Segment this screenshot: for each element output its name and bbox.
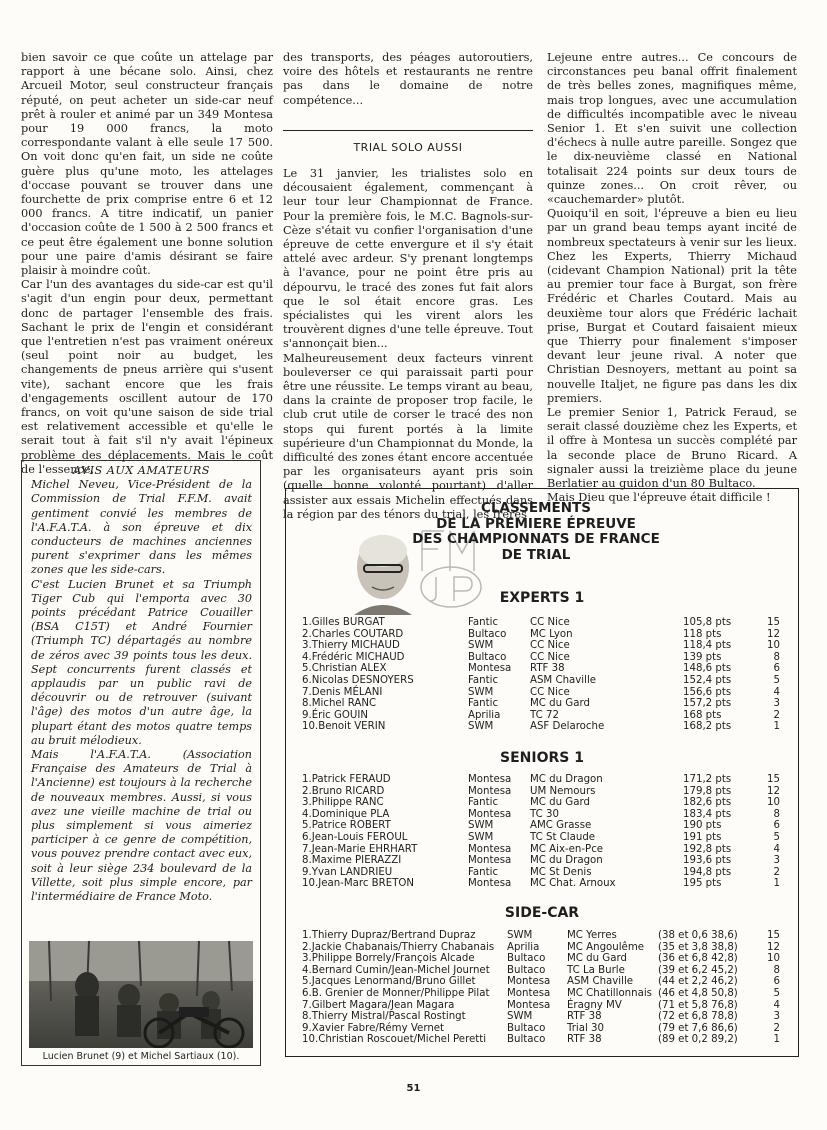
table-row (302, 855, 792, 867)
club-name: MC du Gard (530, 698, 590, 710)
points-value: 105,8 pts (683, 617, 732, 628)
championship-points: 3 (773, 1011, 780, 1023)
table-row (302, 1034, 792, 1046)
championship-points: 1 (773, 878, 780, 890)
table-row (302, 930, 792, 942)
points-value: (46 et 4,8 50,8) (658, 987, 738, 999)
club-name: ASF Delaroche (530, 721, 605, 733)
machine-brand: SWM (468, 721, 494, 733)
competitor-name: 7.Jean-Marie EHRHART (302, 843, 418, 855)
machine-brand: Fantic (468, 698, 499, 710)
sidebar-text (22, 461, 260, 904)
club-name: TC St Claude (530, 831, 596, 843)
championship-points: 8 (773, 651, 780, 663)
paragraph: bien savoir ce que coûte un attelage par rapport à une bécane solo. Ainsi, chez Arcueil Motor, seul constructeur français réputé, on peut acheter un side-car neuf prêt à rouler et animé par un 349 Montesa pour 19 000 francs, la moto correspondante valant à elle seule 17 500. On voit donc qu'en fait, un side ne coûte guère plus qu'une moto, les attelages d'occase pouvant se trouver dans une fourchette de prix comprise entre 6 et 12 000 francs. A titre indicatif, un panier d'occasion coûte de 1 500 à 2 500 francs et ce peut être également une bonne solution pour une paire d'amis désirant se faire plaisir à moindre coût. (21, 51, 273, 278)
points-value: 179,8 pts (683, 785, 732, 797)
championship-points: 3 (773, 698, 780, 710)
table-row (302, 844, 792, 856)
points-value: (79 et 7,6 86,6) (658, 1022, 738, 1034)
championship-points: 2 (773, 709, 780, 721)
championship-points: 4 (773, 843, 780, 855)
championship-points: 4 (773, 999, 780, 1011)
competitor-name: 10.Christian Roscouet/Michel Peretti (302, 1034, 487, 1046)
machine-brand: Bultaco (468, 628, 507, 640)
paragraph: des transports, des péages autoroutiers, voire des hôtels et restaurants ne rentre pas dans le domaine de notre compétence... (283, 51, 533, 107)
machine-brand: SWM (468, 640, 494, 652)
machine-brand: Montesa (507, 999, 551, 1011)
competitor-name: 6.Jean-Louis FEROUL (302, 831, 408, 843)
table-row (302, 774, 792, 786)
table-row (302, 1011, 792, 1023)
competitor-name: 9.Éric GOUIN (302, 709, 369, 721)
points-value: 192,8 pts (683, 843, 732, 855)
club-name: Éragny MV (567, 999, 622, 1011)
table-row (302, 797, 792, 809)
machine-brand: SWM (468, 831, 494, 843)
championship-points: 12 (767, 628, 780, 640)
championship-points: 15 (767, 774, 780, 785)
machine-brand: Montesa (468, 843, 512, 855)
club-name: MC Angoulême (567, 941, 645, 953)
photo-scene (29, 941, 253, 1048)
competitor-name: 10.Benoit VERIN (302, 721, 386, 733)
machine-brand: Montesa (468, 808, 512, 820)
photo-caption: Lucien Brunet (9) et Michel Sartiaux (10). (42, 1051, 240, 1062)
experts-heading: EXPERTS 1 (499, 590, 585, 606)
competitor-name: 8.Thierry Mistral/Pascal Rostingt (302, 1011, 466, 1023)
machine-brand: SWM (468, 820, 494, 832)
points-value: (36 et 6,8 42,8) (658, 953, 738, 965)
results-title-line: DES CHAMPIONNATS DE FRANCE (412, 531, 660, 547)
machine-brand: Montesa (468, 663, 512, 675)
table-row (302, 710, 792, 722)
club-name: MC Lyon (530, 628, 573, 640)
points-value: 148,6 pts (683, 663, 732, 675)
sidebar-title: AVIS AUX AMATEURS (73, 464, 210, 477)
table-row (302, 965, 792, 977)
results-box (285, 488, 799, 1057)
photo (29, 941, 253, 1048)
competitor-name: 7.Denis MÉLANI (302, 686, 383, 698)
seniors-heading: SENIORS 1 (500, 750, 584, 766)
championship-points: 5 (773, 831, 780, 843)
machine-brand: Fantic (468, 674, 499, 686)
club-name: RTF 38 (567, 1034, 602, 1046)
championship-points: 2 (773, 866, 780, 878)
club-name: UM Nemours (530, 785, 596, 797)
table-row (302, 1023, 792, 1035)
competitor-name: 9.Xavier Fabre/Rémy Vernet (302, 1022, 445, 1034)
results-title-line: DE LA PREMIERE ÉPREUVE (436, 515, 636, 532)
table-row (302, 698, 792, 710)
paragraph: Le 31 janvier, les trialistes solo en décousaient également, commençant à leur tour leur Championnat de France. Pour la première fois, le M.C. Bagnols-sur-Cèze s'était vu confier l'organisation d'une épreuve de cette envergure et il s'y était attelé avec ardeur. S'y prenant longtemps à l'avance, pour ne point être pris au dépourvu, le tracé des zones fut fait alors que le sol était encore gras. Les spécialistes qui les virent alors les trouvèrent dignes d'une telle épreuve. Tout s'annonçait bien... (283, 167, 533, 351)
points-value: 152,4 pts (683, 674, 732, 686)
championship-points: 6 (773, 663, 780, 675)
points-value: 183,4 pts (683, 808, 732, 820)
club-name: ASM Chaville (530, 674, 597, 686)
machine-brand: Fantic (468, 797, 499, 809)
points-value: (72 et 6,8 78,8) (658, 1011, 738, 1023)
club-name: MC Aix-en-Pce (530, 843, 604, 855)
championship-points: 8 (773, 964, 780, 976)
table-row (302, 652, 792, 664)
competitor-name: 4.Bernard Cumin/Jean-Michel Journet (302, 964, 490, 976)
results-title-line: CLASSEMENTS (481, 500, 591, 516)
club-name: TC 30 (530, 808, 559, 820)
machine-brand: Montesa (507, 987, 551, 999)
competitor-name: 7.Gilbert Magara/Jean Magara (302, 999, 455, 1011)
machine-brand: Bultaco (507, 1022, 546, 1034)
championship-points: 10 (767, 797, 780, 809)
points-value: 194,8 pts (683, 866, 732, 878)
club-name: ASM Chaville (567, 976, 634, 988)
points-value: 193,6 pts (683, 855, 732, 867)
paragraph: Car l'un des avantages du side-car est qu'il s'agit d'un engin pour deux, permettant donc de partager l'ensemble des frais. Sachant le prix de l'engin et considérant que l'entretien n'est pas vraiment onéreux (seul point noir au budget, les changements de pneus arrière qui s'usent vite), sachant encore que les frais d'engagements oscillent autour de 170 francs, on voit qu'une saison de side trial est relativement accessible et qu'elle le serait tout à fait s'il n'y avait l'épineux problème des déplacements. Mais le coût de l'essence, (21, 278, 273, 476)
points-value: 171,2 pts (683, 774, 732, 785)
competitor-name: 4.Frédéric MICHAUD (302, 651, 405, 663)
table-row (302, 640, 792, 652)
paragraph: Lejeune entre autres... Ce concours de circonstances peu banal offrit finalement de très belles zones, magnifiques même, mais trop longues, avec une accumulation de difficultés incompatible avec le niveau Senior 1. Et s'en suivit une collection d'échecs à nulle autre pareille. Songez que le dix-neuvième classé en National totalisait 224 points sur deux tours de quinze zones... On croit rêver, ou «cauchemarder» plutôt. (547, 51, 797, 207)
machine-brand: SWM (468, 686, 494, 698)
table-row (302, 867, 792, 879)
competitor-name: 3.Philippe Borrely/François Alcade (302, 953, 475, 965)
table-row (302, 675, 792, 687)
points-value: 157,2 pts (683, 698, 732, 710)
table-row (302, 687, 792, 699)
points-value: (39 et 6,2 45,2) (658, 964, 738, 976)
championship-points: 5 (773, 987, 780, 999)
competitor-name: 2.Jackie Chabanais/Thierry Chabanais (302, 941, 495, 953)
club-name: RTF 38 (567, 1011, 602, 1023)
championship-points: 1 (773, 721, 780, 733)
championship-points: 10 (767, 953, 780, 965)
machine-brand: Montesa (468, 878, 512, 890)
championship-points: 15 (767, 617, 780, 628)
table-row (302, 663, 792, 675)
paragraph: Quoiqu'il en soit, l'épreuve a bien eu lieu par un grand beau temps ayant incité de nombreux spectateurs à venir sur les lieux. Chez les Experts, Thierry Michaud (cidevant Champion National) prit la tête au premier tour face à Burgat, son frère Frédéric et Charles Coutard. Mais au deuxième tour alors que Frédéric lachait prise, Burgat et Coutard faisaient mieux que Thierry pour finalement s'imposer devant leur jeune rival. A noter que Christian Desnoyers, mettant au point sa nouvelle Italjet, ne figure pas dans les dix premiers. (547, 207, 797, 405)
seniors-table (302, 774, 792, 890)
club-name: AMC Grasse (530, 820, 592, 832)
competitor-name: 1.Patrick FERAUD (302, 774, 391, 785)
competitor-name: 9.Yvan LANDRIEU (302, 866, 393, 878)
championship-points: 6 (773, 820, 780, 832)
points-value: (35 et 3,8 38,8) (658, 941, 738, 953)
championship-points: 15 (767, 930, 780, 941)
points-value: 168,2 pts (683, 721, 732, 733)
points-value: 182,6 pts (683, 797, 732, 809)
machine-brand: Montesa (468, 774, 512, 785)
machine-brand: Montesa (468, 785, 512, 797)
table-row (302, 976, 792, 988)
paragraph: Mais l'A.F.A.T.A. (Association Française des Amateurs de Trial à l'Ancienne) est toujours à la recherche de nouveaux membres. Aussi, si vous avez une vieille machine de trial ou plus simplement si vous aimeriez participer à ce genre de compétition, vous pouvez prendre contact avec eux, soit à leur siège 234 boulevard de la Villette, soit plus simple encore, par l'intermédiaire de France Moto. (31, 748, 252, 904)
championship-points: 8 (773, 808, 780, 820)
results-title-line: DE TRIAL (501, 546, 571, 563)
competitor-name: 5.Jacques Lenormand/Bruno Gillet (302, 976, 476, 988)
table-row (302, 786, 792, 798)
machine-brand: Fantic (468, 866, 499, 878)
points-value: (71 et 5,8 76,8) (658, 999, 738, 1011)
machine-brand: SWM (507, 930, 533, 941)
page-number: 51 (406, 1083, 421, 1094)
points-value: 118,4 pts (683, 640, 732, 652)
table-row (302, 617, 792, 629)
table-row (302, 1000, 792, 1012)
competitor-name: 10.Jean-Marc BRETON (302, 878, 415, 890)
club-name: Trial 30 (567, 1022, 605, 1034)
machine-brand: Fantic (468, 617, 499, 628)
points-value: (38 et 0,6 38,6) (658, 930, 738, 941)
table-row (302, 878, 792, 890)
championship-points: 1 (773, 1034, 780, 1046)
competitor-name: 8.Maxime PIERAZZI (302, 855, 402, 867)
competitor-name: 4.Dominique PLA (302, 808, 390, 820)
points-value: 168 pts (683, 709, 722, 721)
club-name: RTF 38 (530, 663, 565, 675)
points-value: 195 pts (683, 878, 722, 890)
championship-points: 4 (773, 686, 780, 698)
table-row (302, 809, 792, 821)
club-name: MC du Gard (567, 953, 627, 965)
competitor-name: 2.Bruno RICARD (302, 785, 385, 797)
table-row (302, 629, 792, 641)
machine-brand: Montesa (468, 855, 512, 867)
machine-brand: Bultaco (507, 953, 546, 965)
machine-brand: Montesa (507, 976, 551, 988)
club-name: CC Nice (530, 617, 570, 628)
championship-points: 3 (773, 855, 780, 867)
club-name: MC Chatillonnais (567, 987, 652, 999)
competitor-name: 6.Nicolas DESNOYERS (302, 674, 414, 686)
article-column-3 (547, 51, 797, 506)
club-name: CC Nice (530, 651, 570, 663)
table-row (302, 820, 792, 832)
championship-points: 5 (773, 674, 780, 686)
championship-points: 10 (767, 640, 780, 652)
competitor-name: 1.Thierry Dupraz/Bertrand Dupraz (302, 930, 476, 941)
championship-points: 6 (773, 976, 780, 988)
table-row (302, 942, 792, 954)
points-value: 191 pts (683, 831, 722, 843)
points-value: (89 et 0,2 89,2) (658, 1034, 738, 1046)
table-row (302, 988, 792, 1000)
machine-brand: SWM (507, 1011, 533, 1023)
competitor-name: 2.Charles COUTARD (302, 628, 404, 640)
table-row (302, 721, 792, 733)
competitor-name: 3.Thierry MICHAUD (302, 640, 400, 652)
club-name: MC St Denis (530, 866, 592, 878)
paragraph: Le premier Senior 1, Patrick Feraud, se serait classé douzième chez les Experts, et il offre à Montesa un succès complété par la seconde place de Bruno Ricard. A signaler aussi la treizième place du jeune Berlatier au guidon d'un 80 Bultaco. (547, 406, 797, 491)
competitor-name: 8.Michel RANC (302, 698, 377, 710)
competitor-name: 3.Philippe RANC (302, 797, 384, 809)
table-row (302, 832, 792, 844)
points-value: 190 pts (683, 820, 722, 832)
sidecar-table (302, 930, 792, 1046)
competitor-name: 5.Patrice ROBERT (302, 820, 391, 832)
club-name: MC Yerres (567, 930, 617, 941)
championship-points: 2 (773, 1022, 780, 1034)
championship-points: 12 (767, 785, 780, 797)
machine-brand: Aprilia (468, 709, 501, 721)
competitor-name: 1.Gilles BURGAT (302, 617, 385, 628)
points-value: 139 pts (683, 651, 722, 663)
club-name: TC La Burle (567, 964, 625, 976)
paragraph: Mais Dieu que l'épreuve était difficile ! (547, 491, 771, 505)
championship-points: 12 (767, 941, 780, 953)
club-name: TC 72 (530, 709, 559, 721)
competitor-name: 5.Christian ALEX (302, 663, 387, 675)
machine-brand: Aprilia (507, 941, 540, 953)
section-subheading: TRIAL SOLO AUSSI (283, 130, 533, 155)
club-name: MC du Dragon (530, 855, 603, 867)
paragraph: Michel Neveu, Vice-Président de la Commission de Trial F.F.M. avait gentiment convié les membres de l'A.F.A.T.A. à son épreuve et dix conducteurs de machines anciennes purent s'exprimer dans les mêmes zones que les side-cars. (31, 478, 252, 577)
article-column-2 (283, 51, 533, 522)
paragraph: C'est Lucien Brunet et sa Triumph Tiger Cub qui l'emporta avec 30 points précédant Patrice Couailler (BSA C15T) et André Fournier (Triumph TC) départagés au nombre de zéros avec 39 points tous les deux. Sept concurrents furent classés et applaudis par un public ravi de découvrir ou de retrouver (suivant l'âge) des motos d'un autre âge, la plupart étant des motos quatre temps au bruit mélodieux. (31, 577, 252, 747)
club-name: CC Nice (530, 640, 570, 652)
table-row (302, 953, 792, 965)
article-column-1 (21, 51, 273, 477)
experts-table (302, 617, 792, 733)
machine-brand: Bultaco (507, 1034, 546, 1046)
machine-brand: Bultaco (507, 964, 546, 976)
points-value: 156,6 pts (683, 686, 732, 698)
results-title (386, 501, 686, 563)
sidecar-heading: SIDE-CAR (504, 905, 580, 921)
club-name: CC Nice (530, 686, 570, 698)
points-value: (44 et 2,2 46,2) (658, 976, 738, 988)
competitor-name: 6.B. Grenier de Monner/Philippe Pilat (302, 987, 490, 999)
sidebar-box (21, 460, 261, 1066)
points-value: 118 pts (683, 628, 722, 640)
machine-brand: Bultaco (468, 651, 507, 663)
club-name: MC Chat. Arnoux (530, 878, 616, 890)
club-name: MC du Gard (530, 797, 590, 809)
paragraph: Malheureusement deux facteurs vinrent bouleverser ce qui paraissait parti pour être une réussite. Le temps virant au beau, dans la crainte de proposer trop facile, le club crut utile de corser le tracé des non stops qui furent portés à la limite supérieure d'un Championnat du Monde, la difficulté des zones étant encore accentuée par les organisateurs ayant pris soin (quelle bonne volonté pourtant) d'aller assister aux essais Michelin effectués dans la région par des ténors du trial, les frères (283, 351, 533, 521)
club-name: MC du Dragon (530, 774, 603, 785)
